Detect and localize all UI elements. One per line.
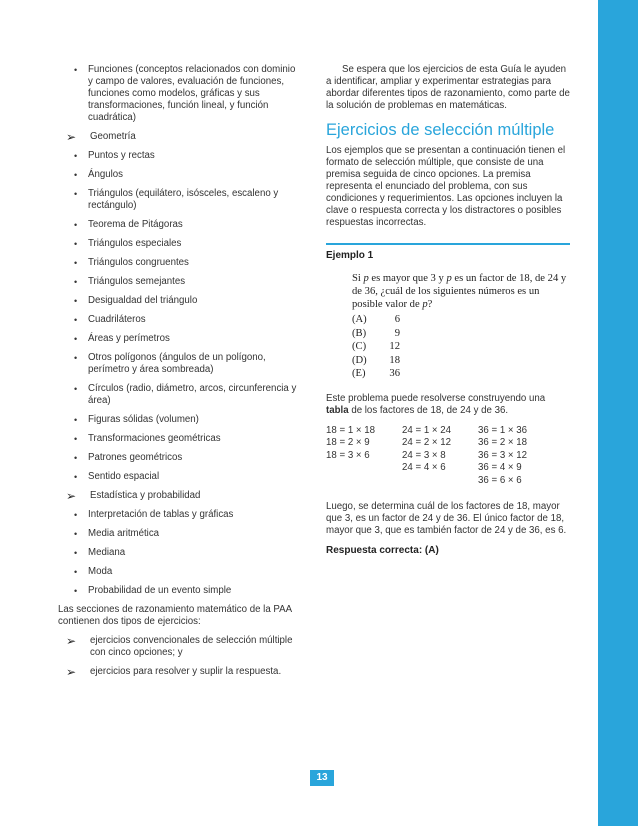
item-text: Patrones geométricos	[88, 452, 183, 463]
arrow-bullet-icon: ➢	[66, 130, 77, 144]
bullet-dot-icon: •	[74, 189, 78, 199]
item-text: Sentido espacial	[88, 471, 160, 482]
correct-answer: Respuesta correcta: (A)	[326, 545, 439, 556]
bullet-dot-icon: •	[74, 567, 78, 577]
bullet-dot-icon: •	[74, 529, 78, 539]
item-text: Interpretación de tablas y gráficas	[88, 509, 234, 520]
factor-entry: 18 = 3 × 6	[326, 449, 370, 461]
bullet-dot-icon: •	[74, 510, 78, 520]
item-text: Cuadriláteros	[88, 314, 146, 325]
arrow-list-item	[58, 666, 300, 678]
bullet-dot-icon: •	[74, 384, 78, 394]
item-text: Teorema de Pitágoras	[88, 219, 183, 230]
item-text: Probabilidad de un evento simple	[88, 585, 232, 596]
factor-entry: 18 = 1 × 18	[326, 424, 376, 436]
bullet-list-item	[58, 383, 300, 407]
item-text: Triángulos (equilátero, isósceles, escaleno y rectángulo)	[88, 188, 279, 211]
arrow-list-item	[58, 490, 300, 502]
bullet-list-item	[58, 257, 300, 269]
item-text: Funciones (conceptos relacionados con dominio y campo de valores, evaluación de funciones, funciones como modelos, gráficas y sus transformaciones, función lineal, y función cuadrática)	[88, 64, 296, 123]
item-text: Triángulos especiales	[88, 238, 182, 249]
bullet-list-item	[58, 238, 300, 250]
option-c: (C) 12	[352, 341, 400, 352]
arrow-bullet-icon: ➢	[66, 489, 77, 503]
arrow-bullet-icon: ➢	[66, 634, 77, 648]
bullet-list-item	[58, 219, 300, 231]
section-description: Los ejemplos que se presentan a continuación tienen el formato de selección múltiple, que consiste de una premisa seguida de cinco opciones. La premisa representa el enunciado del problema, con sus condiciones y requerimientos. Las opciones incluyen la clave o respuesta correcta y los distractores o posibles respuestas incorrectas.	[326, 145, 566, 228]
bullet-dot-icon: •	[74, 239, 78, 249]
bullet-list-item	[58, 276, 300, 288]
option-d: (D) 18	[352, 354, 400, 366]
bullet-list-item	[58, 509, 300, 521]
factor-entry: 24 = 1 × 24	[402, 424, 452, 436]
example-heading: Ejemplo 1	[326, 243, 570, 263]
arrow-list-item	[58, 131, 300, 143]
factor-table	[326, 425, 570, 488]
bullet-list-item	[58, 333, 300, 345]
item-text: Desigualdad del triángulo	[88, 295, 198, 306]
item-text: Media aritmética	[88, 528, 160, 539]
item-text: ejercicios convencionales de selección múltiple con cinco opciones; y	[90, 635, 293, 658]
bullet-dot-icon: •	[74, 586, 78, 596]
item-text: Geometría	[90, 131, 136, 142]
bullet-dot-icon: •	[74, 453, 78, 463]
bullet-dot-icon: •	[74, 548, 78, 558]
item-text: Otros polígonos (ángulos de un polígono, perímetro y área sombreada)	[88, 352, 266, 375]
bullet-dot-icon: •	[74, 434, 78, 444]
bullet-list-item	[58, 566, 300, 578]
bullet-dot-icon: •	[74, 353, 78, 363]
question-text: Si p es mayor que 3 y p es un factor de 18, de 24 y de 36, ¿cuál de los siguientes números es un posible valor de p?	[352, 273, 567, 310]
factors-36-column	[478, 425, 527, 488]
option-b: (B) 9	[352, 327, 400, 339]
bullet-list-item	[58, 188, 300, 212]
option-e: (E) 36	[352, 368, 400, 379]
factor-entry: 36 = 6 × 6	[478, 474, 522, 486]
conclusion-paragraph: Luego, se determina cuál de los factores de 18, mayor que 3, es un factor de 24 y de 36. El único factor de 18, mayor que 3, que es también factor de 24 y de 36, es 6.	[326, 501, 567, 536]
item-text: Estadística y probabilidad	[90, 490, 201, 501]
item-text: Transformaciones geométricas	[88, 433, 221, 444]
right-column	[326, 64, 570, 556]
factors-18-column	[326, 425, 402, 488]
bullet-list-item	[58, 314, 300, 326]
factor-entry: 36 = 1 × 36	[478, 424, 528, 436]
factor-entry: 18 = 2 × 9	[326, 437, 370, 448]
bullet-dot-icon: •	[74, 170, 78, 180]
factor-entry: 36 = 3 × 12	[478, 449, 528, 461]
page-side-band	[598, 0, 638, 826]
item-text: Triángulos semejantes	[88, 276, 186, 287]
bullet-list-item	[58, 150, 300, 162]
bullet-list-item	[58, 452, 300, 464]
bullet-dot-icon: •	[74, 472, 78, 482]
item-text: Puntos y rectas	[88, 150, 155, 161]
bullet-list-item	[58, 547, 300, 559]
bullet-list-item	[58, 64, 300, 124]
bullet-dot-icon: •	[74, 315, 78, 325]
factors-24-column	[402, 425, 478, 488]
bullet-dot-icon: •	[74, 296, 78, 306]
bullet-list-item	[58, 585, 300, 597]
section-title: Ejercicios de selección múltiple	[326, 121, 555, 139]
bullet-list-item	[58, 169, 300, 181]
item-text: Mediana	[88, 547, 126, 558]
bullet-list-item	[58, 352, 300, 376]
item-text: Las secciones de razonamiento matemático de la PAA contienen dos tipos de ejercicios:	[58, 604, 292, 627]
factor-entry: 24 = 4 × 6	[402, 462, 446, 473]
bullet-dot-icon: •	[74, 151, 78, 161]
item-text: Figuras sólidas (volumen)	[88, 414, 199, 425]
factor-entry: 36 = 4 × 9	[478, 462, 522, 473]
bullet-dot-icon: •	[74, 277, 78, 287]
arrow-list-item	[58, 635, 300, 659]
bullet-dot-icon: •	[74, 220, 78, 230]
bullet-dot-icon: •	[74, 258, 78, 268]
left-column	[58, 64, 300, 685]
item-text: Áreas y perímetros	[88, 333, 170, 344]
answer-options	[352, 313, 570, 381]
bullet-dot-icon: •	[74, 415, 78, 425]
option-a: (A) 6	[352, 314, 400, 325]
item-text: Círculos (radio, diámetro, arcos, circunferencia y área)	[88, 383, 297, 406]
factor-entry: 36 = 2 × 18	[478, 437, 528, 448]
item-text: Ángulos	[88, 169, 124, 180]
paragraph	[58, 604, 300, 628]
bullet-list-item	[58, 414, 300, 426]
factor-entry: 24 = 2 × 12	[402, 437, 452, 448]
bullet-dot-icon: •	[74, 334, 78, 344]
bullet-list-item	[58, 295, 300, 307]
item-text: Moda	[88, 566, 113, 577]
bullet-list-item	[58, 528, 300, 540]
intro-paragraph: Se espera que los ejercicios de esta Guía le ayuden a identificar, ampliar y experimentar estrategias para abordar diferentes tipos de razonamiento, como parte de la solución de problemas en matemáticas.	[326, 64, 570, 111]
bullet-list-item	[58, 433, 300, 445]
factor-entry: 24 = 3 × 8	[402, 449, 446, 461]
bullet-dot-icon: •	[74, 65, 78, 75]
item-text: ejercicios para resolver y suplir la respuesta.	[90, 666, 282, 677]
solution-intro: Este problema puede resolverse construyendo una tabla de los factores de 18, de 24 y de 36.	[326, 392, 546, 416]
page-number: 13	[310, 770, 334, 786]
bullet-list-item	[58, 471, 300, 483]
item-text: Triángulos congruentes	[88, 257, 189, 268]
arrow-bullet-icon: ➢	[66, 665, 77, 679]
